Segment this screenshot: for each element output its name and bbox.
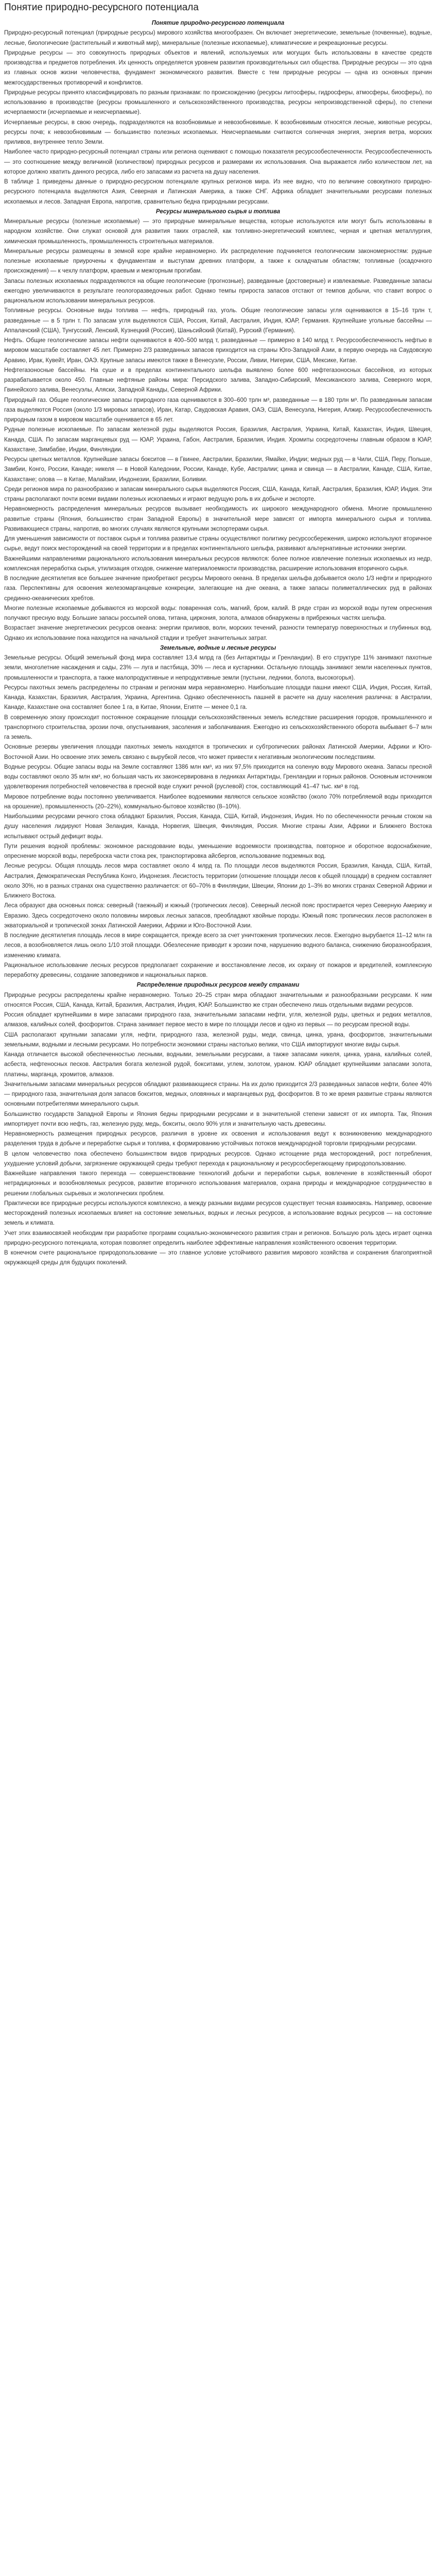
paragraph: Основные резервы увеличения площади пахотных земель находятся в тропических и субтропических районах Латинской Америки, Африки и Юго-Восточной Азии. Но освоение этих земель связано с вырубкой лесов, что может привести к негативным экологическим последствиям. (4, 744, 432, 760)
paragraph: Топливные ресурсы. Основные виды топлива — нефть, природный газ, уголь. Общие геологические запасы угля оцениваются в 15–16 трлн т, разведанные — в 5 трлн т. По запасам угля выделяются США, Россия, Китай, Австралия, Индия, ЮАР, Германия. Крупнейшие угольные бассейны — Аппалачский (США), Тунгусский, Ленский, Кузнецкий (Россия), Шаньсийский (Китай), Рурский (Германия). (4, 308, 432, 334)
section-heading: Земельные, водные и лесные ресурсы (160, 645, 276, 651)
paragraph: Многие полезные ископаемые добываются из морской воды: поваренная соль, магний, бром, калий. В ряде стран из морской воды путем опреснения получают пресную воду. Большие запасы россыпей олова, титана, циркония, золота, алмазов обнаружены в прибрежных частях шельфа. (4, 605, 432, 621)
title-spacer (4, 13, 432, 19)
section-heading: Распределение природных ресурсов между странами (136, 982, 300, 989)
paragraph: Природные ресурсы распределены крайне неравномерно. Только 20–25 стран мира обладают значительными и разнообразными ресурсами. К ним относятся Россия, США, Канада, Китай, Бразилия, Австралия, Индия, ЮАР. Большинство же стран обеспечено лишь отдельными видами ресурсов. (4, 992, 432, 1008)
paragraph: Большинство государств Западной Европы и Япония бедны природными ресурсами и в значительной степени зависят от их импорта. Так, Япония импортирует почти всю нефть, газ, железную руду, медь, бокситы, около 90% угля и значительную часть древесины. (4, 1111, 432, 1127)
page-title: Понятие природно-ресурсного потенциала (4, 2, 199, 13)
paragraph: Наибольшими ресурсами речного стока обладают Бразилия, Россия, Канада, США, Китай, Индонезия, Индия. Но по обеспеченности речным стоком на душу населения лидируют Новая Зеландия, Канада, Норвегия, Швеция, Финляндия, Россия. Многие страны Азии, Африки и Ближнего Востока испытывают острый дефицит воды. (4, 814, 432, 840)
paragraph: Россия обладает крупнейшими в мире запасами природного газа, значительными запасами нефти, угля, железной руды, цветных и редких металлов, алмазов, калийных солей, фосфоритов. Страна занимает первое место в мире по площади лесов и одно из первых — по ресурсам пресной воды. (4, 1012, 432, 1028)
paragraph: В целом человечество пока обеспечено большинством видов природных ресурсов. Однако истощение ряда месторождений, рост потребления, ухудшение условий добычи, загрязнение окружающей среды требуют перехода к рациональному и ресурсосберегающему природопользованию. (4, 1150, 432, 1167)
paragraph: Значительными запасами минеральных ресурсов обладают развивающиеся страны. На их долю приходится 2/3 разведанных запасов нефти, более 40% — природного газа, значительная доля запасов бокситов, медных, оловянных и марганцевых руд, фосфоритов. В то же время развитые страны являются основными потребителями минерального сырья. (4, 1081, 432, 1108)
paragraph: Минеральные ресурсы размещены в земной коре крайне неравномерно. Их распределение подчиняется геологическим закономерностям: рудные полезные ископаемые приурочены к фундаментам и выступам древних платформ, а также к складчатым областям; топливные (осадочного происхождения) — к чехлу платформ, краевым и межгорным прогибам. (4, 248, 432, 275)
paragraph: В таблице 1 приведены данные о природно-ресурсном потенциале крупных регионов мира. Из нее видно, что по величине совокупного природно-ресурсного потенциала выделяются Азия, Северная и Латинская Америка, а также СНГ. Африка обладает значительными ресурсами полезных ископаемых и лесов. Западная Европа, напротив, сравнительно бедна природными ресурсами. (4, 179, 432, 205)
paragraph: Неравномерность размещения природных ресурсов, различия в уровне их освоения и использования ведут к возникновению международного разделения труда в добыче и переработке сырья и топлива, к формированию устойчивых потоков международной торговли природными ресурсами. (4, 1131, 432, 1147)
paragraph: Важнейшие направления такого перехода — совершенствование технологий добычи и переработки сырья, вовлечение в хозяйственный оборот нетрадиционных и возобновляемых ресурсов, развитие вторичного использования материалов, охрана природы и международное сотрудничество в решении глобальных сырьевых и экологических проблем. (4, 1171, 432, 1197)
paragraph: Природно-ресурсный потенциал (природные ресурсы) мирового хозяйства многообразен. Он включает энергетические, земельные (почвенные), водные, лесные, биологические (растительный и животный мир), минеральные (полезные ископаемые), климатические и рекреационные ресурсы. (4, 30, 432, 46)
paragraph: Наиболее часто природно-ресурсный потенциал страны или региона оценивают с помощью показателя ресурсообеспеченности. Ресурсообеспеченность — это соотношение между величиной (количеством) природных ресурсов и размерами их использования. Она выражается либо количеством лет, на которое должно хватить данного ресурса, либо его запасами из расчета на душу населения. (4, 149, 432, 175)
paragraph: Ресурсы цветных металлов. Крупнейшие запасы бокситов — в Гвинее, Австралии, Бразилии, Ямайке, Индии; медных руд — в Чили, США, Перу, Польше, Замбии, Конго, России, Канаде; никеля — в Новой Каледонии, России, Канаде, Кубе, Австралии; цинка и свинца — в Австралии, Канаде, США, Китае, Казахстане; олова — в Китае, Малайзии, Индонезии, Бразилии, Боливии. (4, 456, 432, 483)
paragraph: Возрастает значение энергетических ресурсов океана: энергии приливов, волн, морских течений, разности температур поверхностных и глубинных вод. Однако их использование пока находится на начальной стадии и требует значительных затрат. (4, 625, 432, 641)
paragraph: В последние десятилетия все большее значение приобретают ресурсы Мирового океана. В пределах шельфа добывается около 1/3 нефти и природного газа. Перспективны для освоения железомарганцевые конкреции, залегающие на дне океана, а также запасы полиметаллических руд в районах срединно-океанических хребтов. (4, 575, 432, 602)
paragraph: Рациональное использование лесных ресурсов предполагает сохранение и восстановление лесов, их охрану от пожаров и вредителей, комплексную переработку древесины, создание заповедников и национальных парков. (4, 962, 432, 978)
paragraph: Нефть. Общие геологические запасы нефти оцениваются в 400–500 млрд т, разведанные — примерно в 140 млрд т. Ресурсообеспеченность нефтью в мировом масштабе составляет 45 лет. Примерно 2/3 разведанных запасов приходится на страны Юго-Западной Азии, в первую очередь на Саудовскую Аравию, Ирак, Кувейт, Иран, ОАЭ. Крупные запасы имеются также в Венесуэле, России, Ливии, Нигерии, США, Мексике, Китае. (4, 337, 432, 364)
paragraph: Важнейшими направлениями рационального использования минеральных ресурсов являются: более полное извлечение полезных ископаемых из недр, комплексная переработка сырья, утилизация отходов, снижение материалоемкости производства, расширение использования вторичного сырья. (4, 555, 432, 572)
paragraph: Пути решения водной проблемы: экономное расходование воды, уменьшение водоемкости производства, повторное и оборотное водоснабжение, опреснение морской воды, переброска части стока рек, транспортировка айсбергов, использование подземных вод. (4, 843, 432, 859)
paragraph: Природные ресурсы принято классифицировать по разным признакам: по происхождению (ресурсы литосферы, гидросферы, атмосферы, биосферы), по использованию в производстве (ресурсы промышленного и сельскохозяйственного производства, ресурсы непроизводственной сферы), по степени исчерпаемости (исчерпаемые и неисчерпаемые). (4, 89, 432, 116)
paragraph: Канада отличается высокой обеспеченностью лесными, водными, земельными ресурсами, а также запасами никеля, цинка, урана, калийных солей, асбеста, нефтеносных песков. Австралия богата железной рудой, бокситами, углем, золотом, ураном. ЮАР обладает крупнейшими запасами золота, платины, марганца, хромитов, алмазов. (4, 1052, 432, 1078)
paragraph: Среди регионов мира по разнообразию и запасам минерального сырья выделяются Россия, США, Канада, Китай, Австралия, Бразилия, ЮАР, Индия. Эти страны располагают почти всеми видами полезных ископаемых и играют ведущую роль в их добыче и экспорте. (4, 486, 432, 502)
paragraph: Леса образуют два основных пояса: северный (таежный) и южный (тропических лесов). Северный лесной пояс простирается через Северную Америку и Евразию. Здесь сосредоточено около половины мировых лесных запасов, преобладают хвойные породы. Южный пояс тропических лесов расположен в экваториальной и тропической зонах Латинской Америки, Африки и Юго-Восточной Азии. (4, 903, 432, 929)
paragraph: Для уменьшения зависимости от поставок сырья и топлива развитые страны осуществляют политику ресурсосбережения, широко используют вторичное сырье, ведут поиск месторождений на своей территории и в пределах континентального шельфа, развивают альтернативные источники энергии. (4, 536, 432, 552)
paragraph: Неравномерность распределения минеральных ресурсов вызывает необходимость их широкого международного обмена. Многие промышленно развитые страны (Япония, большинство стран Западной Европы) в значительной мере зависят от импорта минерального сырья и топлива. Развивающиеся страны, напротив, во многих случаях являются крупными экспортерами сырья. (4, 506, 432, 532)
paragraph: Земельные ресурсы. Общий земельный фонд мира составляет 13,4 млрд га (без Антарктиды и Гренландии). В его структуре 11% занимают пахотные земли, многолетние насаждения и сады, 23% — луга и пастбища, 30% — леса и кустарники. Остальную площадь занимают земли населенных пунктов, промышленности и транспорта, а также малопродуктивные и непродуктивные земли (пустыни, ледники, болота, высокогорья). (4, 655, 432, 681)
paragraph: США располагают крупными запасами угля, нефти, природного газа, железной руды, меди, свинца, цинка, урана, фосфоритов, значительными земельными, водными и лесными ресурсами. Но потребности экономики страны настолько велики, что США импортируют многие виды сырья. (4, 1031, 432, 1048)
paragraph: Исчерпаемые ресурсы, в свою очередь, подразделяются на возобновимые и невозобновимые. К возобновимым относятся лесные, животные ресурсы, ресурсы почв; к невозобновимым — большинство полезных ископаемых. Неисчерпаемыми считаются солнечная энергия, энергия ветра, морских приливов, внутреннее тепло Земли. (4, 119, 432, 145)
paragraph: Рудные полезные ископаемые. По запасам железной руды выделяются Россия, Бразилия, Австралия, Украина, Китай, Казахстан, Индия, Швеция, Канада, США. По запасам марганцевых руд — ЮАР, Украина, Габон, Австралия, Бразилия, Индия. Хромиты сосредоточены главным образом в ЮАР, Казахстане, Зимбабве, Индии, Финляндии. (4, 427, 432, 453)
paragraph: Лесные ресурсы. Общая площадь лесов мира составляет около 4 млрд га. По площади лесов выделяются Россия, Бразилия, Канада, США, Китай, Австралия, Демократическая Республика Конго, Индонезия. Лесистость территории (отношение площади лесов к общей площади) в среднем составляет около 30%, но в разных странах она существенно различается: от 60–70% в Финляндии, Швеции, Японии до 1–3% во многих странах Северной Африки и Ближнего Востока. (4, 863, 432, 899)
paragraph: Природный газ. Общие геологические запасы природного газа оцениваются в 300–600 трлн м³, разведанные — в 180 трлн м³. По разведанным запасам газа выделяются Россия (около 1/3 мировых запасов), Иран, Катар, Саудовская Аравия, ОАЭ, США, Венесуэла, Нигерия, Алжир. Ресурсообеспеченность природным газом в мировом масштабе оценивается в 65 лет. (4, 397, 432, 423)
paragraph: Практически все природные ресурсы используются комплексно, а между разными видами ресурсов существует тесная взаимосвязь. Например, освоение месторождений полезных ископаемых влияет на состояние земельных, водных и лесных ресурсов, а использование водных ресурсов — на состояние земель и климата. (4, 1200, 432, 1227)
article-body (4, 19, 432, 1268)
paragraph: Мировое потребление воды постоянно увеличивается. Наиболее водоемкими являются сельское хозяйство (около 70% потребляемой воды приходится на орошение), промышленность (20–22%), коммунально-бытовое хозяйство (8–10%). (4, 793, 432, 810)
paragraph: Учет этих взаимосвязей необходим при разработке программ социально-экономического развития стран и регионов. Большую роль здесь играет оценка природно-ресурсного потенциала, которая позволяет определить наиболее эффективные направления хозяйственного освоения территории. (4, 1230, 432, 1246)
paragraph: Нефтегазоносные бассейны. На суше и в пределах континентального шельфа выявлено более 600 нефтегазоносных бассейнов, из которых разрабатывается около 450. Главные нефтяные районы мира: Персидского залива, Западно-Сибирский, Мексиканского залива, Северного моря, Гвинейского залива, Венесуэлы, Аляски, Западной Канады, Северной Африки. (4, 367, 432, 394)
paragraph: В последние десятилетия площадь лесов в мире сокращается, прежде всего за счет уничтожения тропических лесов. Ежегодно вырубается 11–12 млн га лесов, а возобновляется лишь около 1/10 этой площади. Обезлесение приводит к эрозии почв, нарушению водного баланса, снижению биоразнообразия, изменению климата. (4, 933, 432, 959)
paragraph: Минеральные ресурсы (полезные ископаемые) — это природные минеральные вещества, которые используются или могут быть использованы в народном хозяйстве. Они служат основой для развития таких отраслей, как топливно-энергетический комплекс, черная и цветная металлургия, химическая промышленность, промышленность строительных материалов. (4, 218, 432, 245)
section-heading: Ресурсы минерального сырья и топлива (155, 208, 281, 215)
section-heading: Понятие природно-ресурсного потенциала (151, 20, 285, 26)
paragraph: Запасы полезных ископаемых подразделяются на общие геологические (прогнозные), разведанные (достоверные) и извлекаемые. Разведанные запасы ежегодно увеличиваются в результате геологоразведочных работ. Однако темпы прироста запасов отстают от темпов добычи, что ставит вопрос о рациональном использовании минеральных ресурсов. (4, 278, 432, 304)
paragraph: Водные ресурсы. Общие запасы воды на Земле составляют 1386 млн км³, из них 97,5% приходится на соленую воду Мирового океана. Запасы пресной воды составляют около 35 млн км³, но большая часть их законсервирована в ледниках Антарктиды, Гренландии и горных районов. Основным источником удовлетворения потребностей человечества в пресной воде служит речной (руслевой) сток, составляющий 41–47 тыс. км³ в год. (4, 764, 432, 790)
paragraph: Ресурсы пахотных земель распределены по странам и регионам мира неравномерно. Наибольшие площади пашни имеют США, Индия, Россия, Китай, Канада, Казахстан, Бразилия, Австралия, Украина, Аргентина. Однако обеспеченность пашней в расчете на душу населения различна: в Австралии, Канаде, Казахстане она составляет более 1 га, в Китае, Японии, Египте — менее 0,1 га. (4, 684, 432, 711)
paragraph: В современную эпоху происходит постоянное сокращение площади сельскохозяйственных земель вследствие расширения городов, промышленного и транспортного строительства, эрозии почв, опустынивания, засоления и заболачивания. Ежегодно из сельскохозяйственного оборота выбывает 6–7 млн га земель. (4, 714, 432, 740)
paragraph: Природные ресурсы — это совокупность природных объектов и явлений, используемых или могущих быть использованы в качестве средств производства и предметов потребления. Их ценность определяется уровнем развития производительных сил общества. Природные ресурсы — это одна из главных основ жизни человечества, фундамент экономического развития. Вместе с тем природные ресурсы — одна из основных причин межгосударственных противоречий и конфликтов. (4, 49, 432, 86)
paragraph: В конечном счете рациональное природопользование — это главное условие устойчивого развития мирового хозяйства и сохранения благоприятной окружающей среды для будущих поколений. (4, 1250, 432, 1266)
